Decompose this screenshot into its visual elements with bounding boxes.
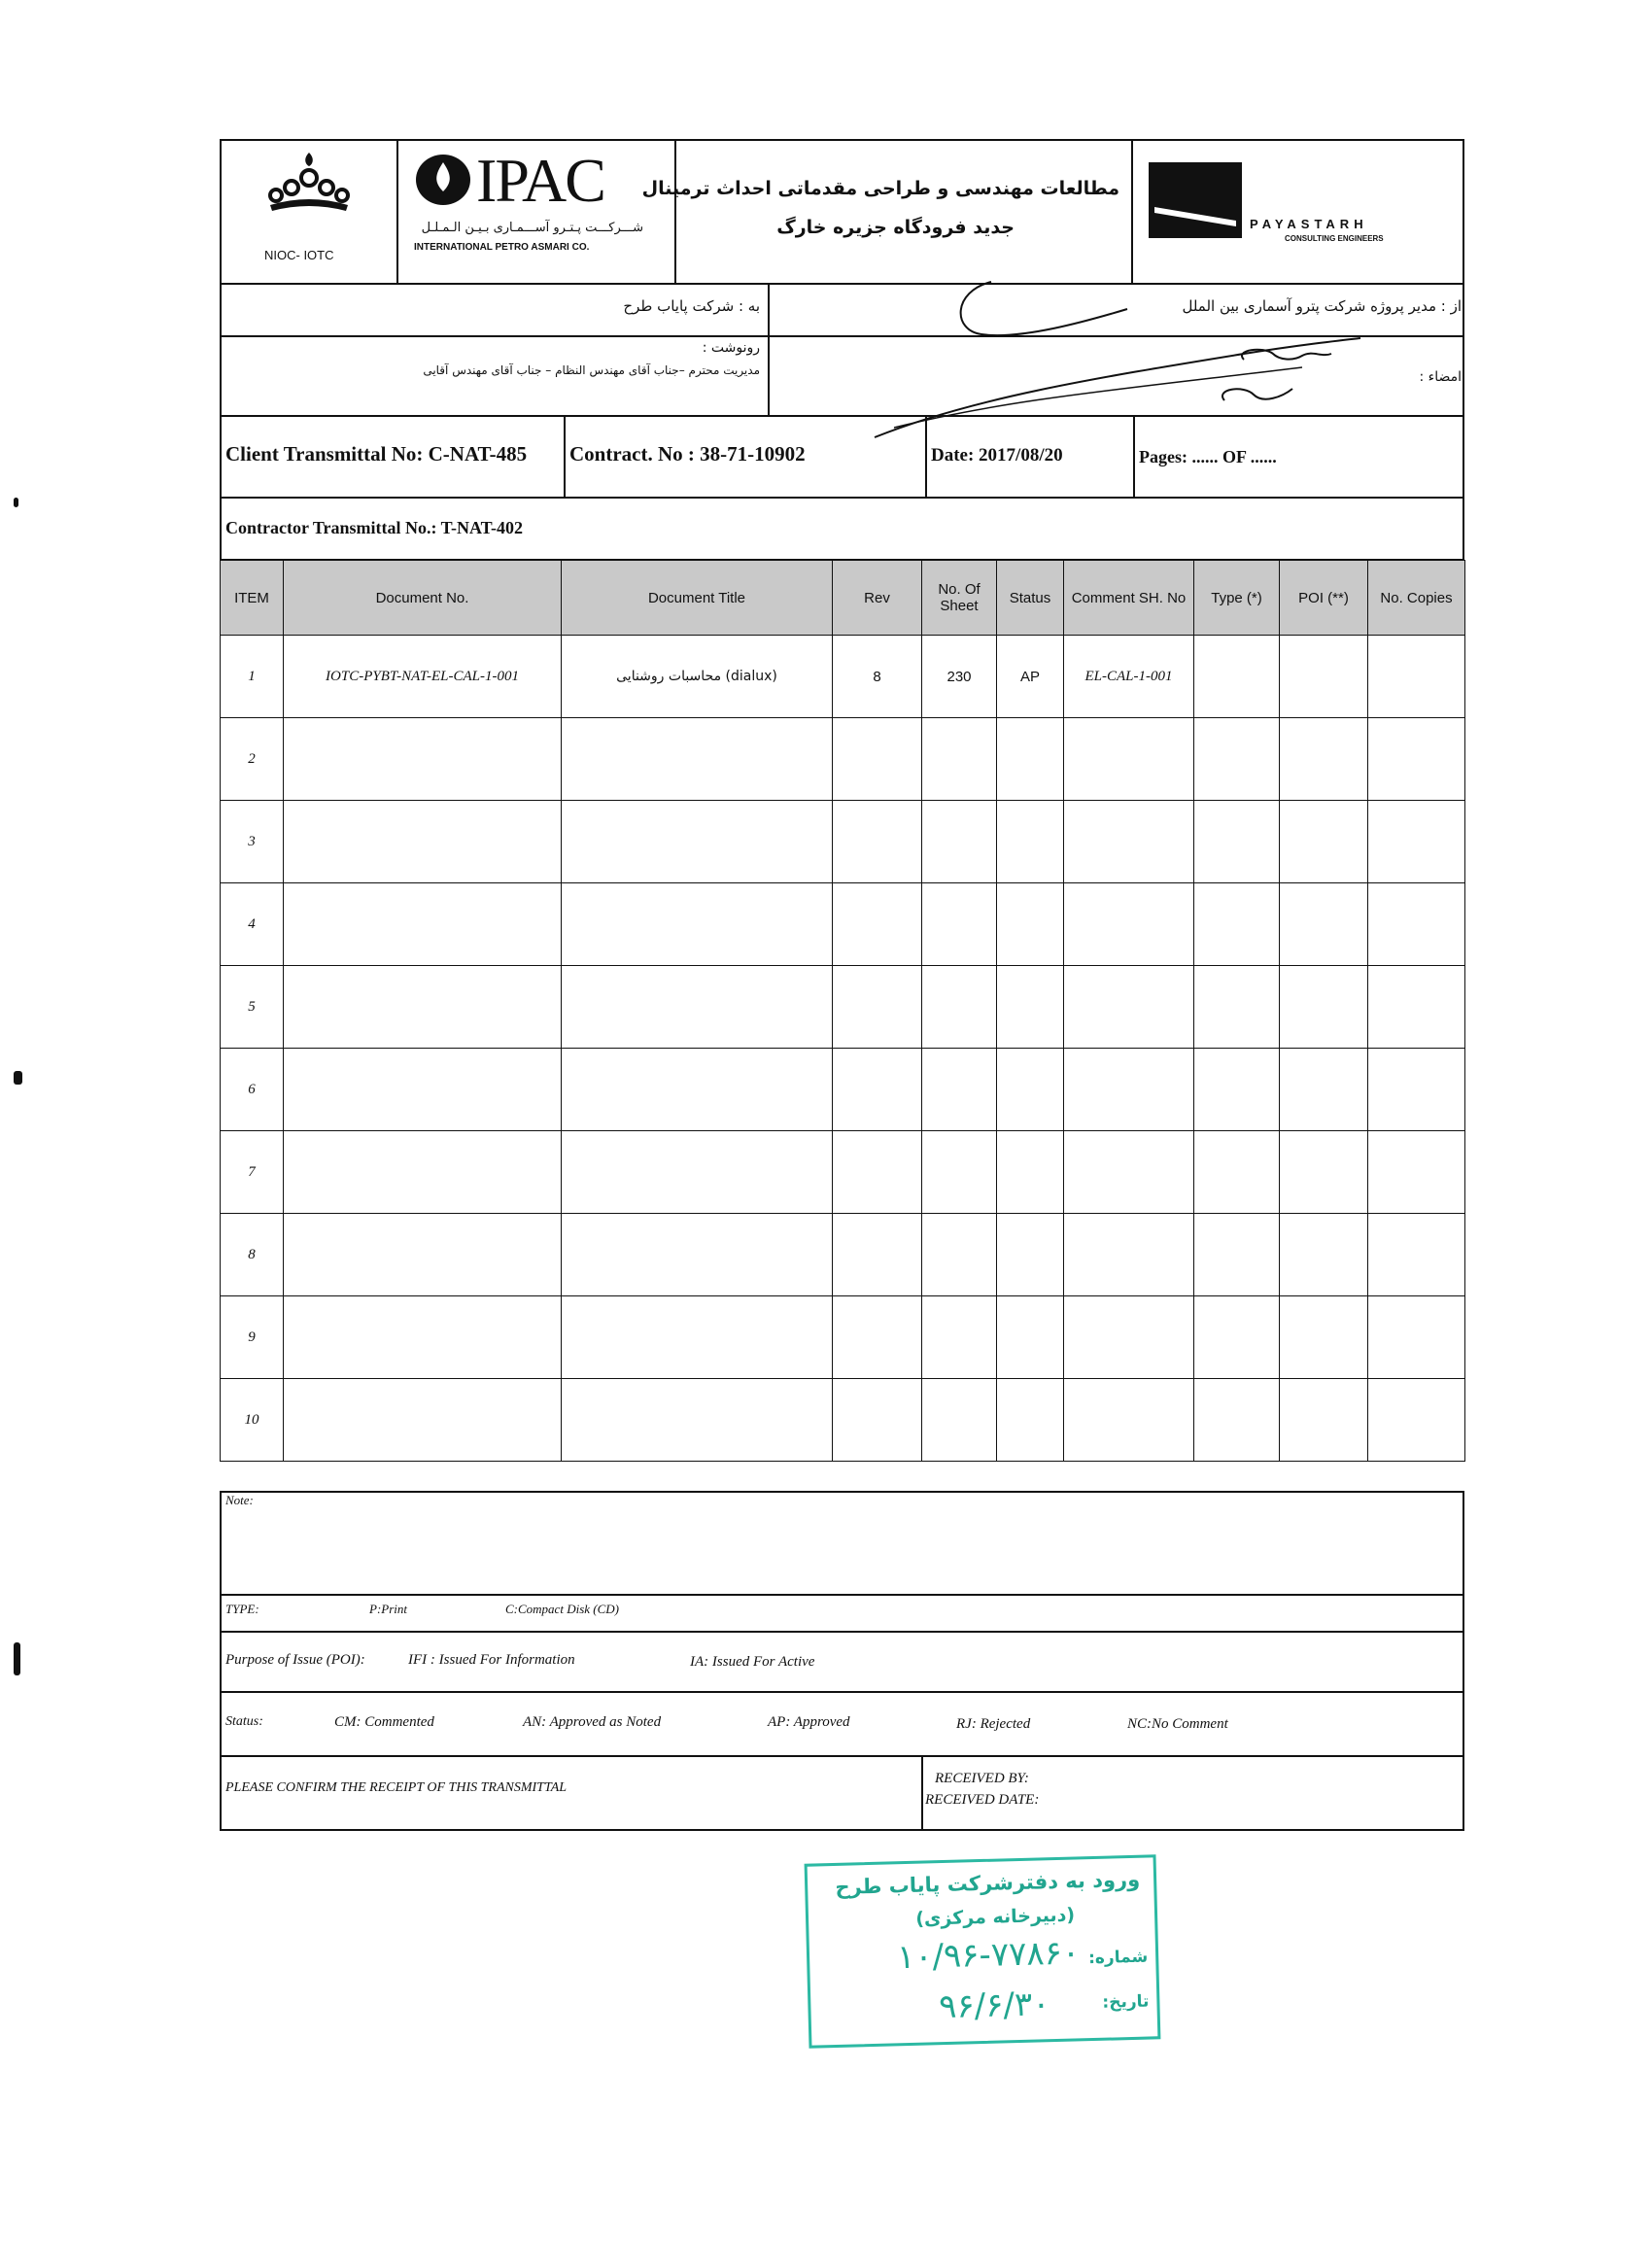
cell-doc-no	[284, 883, 562, 966]
scan-mark	[14, 498, 18, 507]
scan-mark	[14, 1071, 22, 1085]
nioc-label: NIOC- IOTC	[264, 248, 334, 262]
ipac-logo-cell	[398, 139, 676, 285]
notes-line-3	[220, 1691, 1464, 1693]
cell-doc-no	[284, 1296, 562, 1379]
scan-mark	[14, 1642, 20, 1675]
cell-item: 9	[221, 1296, 284, 1379]
cc-label: رونوشت :	[702, 340, 760, 356]
cell-type	[1194, 1214, 1280, 1296]
cell-doc-no	[284, 718, 562, 801]
cell-type	[1194, 1049, 1280, 1131]
received-date: RECEIVED DATE:	[925, 1792, 1040, 1808]
cell-status	[997, 801, 1064, 883]
cell-poi	[1280, 1131, 1368, 1214]
cell-item: 8	[221, 1214, 284, 1296]
cell-copies	[1368, 1379, 1465, 1462]
payastarh-name: PAYASTARH	[1250, 217, 1368, 231]
header-document-no: Document No.	[284, 561, 562, 636]
header-type: Type (*)	[1194, 561, 1280, 636]
contractor-transmittal: Contractor Transmittal No.: T-NAT-402	[225, 518, 523, 537]
notes-line-2	[220, 1631, 1464, 1633]
cell-item: 4	[221, 883, 284, 966]
stamp-number-label: شماره:	[1087, 1947, 1149, 1969]
from-field: از : مدیر پروژه شرکت پترو آسماری بین الملل	[1182, 297, 1462, 315]
cell-comment	[1064, 801, 1194, 883]
cell-title	[562, 1379, 833, 1462]
cell-type	[1194, 636, 1280, 718]
info-divider-1	[564, 417, 566, 499]
cell-poi	[1280, 1214, 1368, 1296]
cell-doc-no: IOTC-PYBT-NAT-EL-CAL-1-001	[284, 636, 562, 718]
cell-title	[562, 801, 833, 883]
cell-type	[1194, 1296, 1280, 1379]
table-row	[221, 1214, 1465, 1296]
cell-rev	[833, 1214, 922, 1296]
stamp-date-label: تاریخ:	[1102, 1991, 1150, 2013]
ipac-logo-text: IPAC	[476, 146, 604, 215]
cc-value: مدیریت محترم –جناب آقای مهندس النظام – جناب آقای مهندس آقایی	[423, 363, 760, 377]
nioc-logo-cell	[220, 139, 398, 285]
cell-poi	[1280, 1379, 1368, 1462]
cell-status	[997, 1131, 1064, 1214]
cell-rev	[833, 883, 922, 966]
cell-status: AP	[997, 636, 1064, 718]
cell-copies	[1368, 1131, 1465, 1214]
cell-copies	[1368, 718, 1465, 801]
cell-item: 7	[221, 1131, 284, 1214]
cell-sheets	[922, 1379, 997, 1462]
poi-ia: IA: Issued For Active	[690, 1654, 815, 1670]
notes-line-1	[220, 1594, 1464, 1596]
cell-copies	[1368, 801, 1465, 883]
cell-poi	[1280, 718, 1368, 801]
table-row	[221, 966, 1465, 1049]
stamp-line1: ورود به دفترشرکت پایاب طرح	[835, 1867, 1141, 1899]
cell-sheets	[922, 1131, 997, 1214]
cell-comment	[1064, 1214, 1194, 1296]
table-row	[221, 636, 1465, 718]
signature-label: امضاء :	[1419, 369, 1462, 385]
cell-title	[562, 883, 833, 966]
cell-sheets	[922, 718, 997, 801]
cell-sheets	[922, 801, 997, 883]
cell-rev	[833, 718, 922, 801]
cell-rev: 8	[833, 636, 922, 718]
cell-comment	[1064, 883, 1194, 966]
cell-doc-no	[284, 1049, 562, 1131]
cell-status	[997, 1379, 1064, 1462]
project-title-line2: جدید فرودگاه جزیره خارگ	[776, 217, 1015, 238]
table-header-row	[221, 561, 1465, 636]
cell-title	[562, 1049, 833, 1131]
cell-rev	[833, 1131, 922, 1214]
cell-title	[562, 718, 833, 801]
cell-comment	[1064, 718, 1194, 801]
cell-status	[997, 1214, 1064, 1296]
cell-rev	[833, 1379, 922, 1462]
header-item: ITEM	[221, 561, 284, 636]
header-sheets: No. Of Sheet	[922, 561, 997, 636]
cell-item: 1	[221, 636, 284, 718]
nioc-emblem-icon	[262, 149, 356, 217]
table-row	[221, 718, 1465, 801]
type-cd: C:Compact Disk (CD)	[505, 1602, 619, 1616]
cell-copies	[1368, 1049, 1465, 1131]
cell-copies	[1368, 883, 1465, 966]
cell-comment	[1064, 1049, 1194, 1131]
table-row	[221, 1131, 1465, 1214]
ipac-name-fa: شـــرکـــت پـتـرو آســـمـاری بـیـن الـمـلـل	[421, 221, 643, 235]
confirm-receipt: PLEASE CONFIRM THE RECEIPT OF THIS TRANSMITTAL	[225, 1780, 568, 1795]
note-label: Note:	[225, 1493, 254, 1507]
cell-sheets	[922, 1296, 997, 1379]
info-divider-3	[1133, 417, 1135, 499]
cell-status	[997, 718, 1064, 801]
ipac-name-en: INTERNATIONAL PETRO ASMARI CO.	[414, 242, 590, 253]
table-row	[221, 1379, 1465, 1462]
pages-count: Pages: ...... OF ......	[1139, 447, 1277, 466]
notes-line-4	[220, 1755, 1464, 1757]
cell-poi	[1280, 1049, 1368, 1131]
poi-label: Purpose of Issue (POI):	[225, 1652, 365, 1668]
cell-title	[562, 1131, 833, 1214]
cell-doc-no	[284, 1379, 562, 1462]
status-nc: NC:No Comment	[1127, 1716, 1228, 1732]
cell-copies	[1368, 1296, 1465, 1379]
cell-poi	[1280, 801, 1368, 883]
cell-item: 5	[221, 966, 284, 1049]
cell-rev	[833, 966, 922, 1049]
to-field: به : شرکت پایاب طرح	[623, 297, 760, 315]
table-row	[221, 1049, 1465, 1131]
to-from-divider	[768, 285, 770, 337]
status-cm: CM: Commented	[334, 1714, 434, 1730]
cell-comment	[1064, 966, 1194, 1049]
receipt-divider	[921, 1755, 923, 1831]
cell-type	[1194, 801, 1280, 883]
document-table	[220, 560, 1465, 1462]
cell-rev	[833, 801, 922, 883]
cell-comment: EL-CAL-1-001	[1064, 636, 1194, 718]
cell-item: 3	[221, 801, 284, 883]
cell-copies	[1368, 636, 1465, 718]
cell-title	[562, 966, 833, 1049]
table-row	[221, 1296, 1465, 1379]
ipac-drop-icon	[414, 153, 472, 207]
table-row	[221, 883, 1465, 966]
cell-type	[1194, 883, 1280, 966]
header-status: Status	[997, 561, 1064, 636]
cell-sheets	[922, 1049, 997, 1131]
cell-copies	[1368, 966, 1465, 1049]
stamp-number-value: ۱۰/۹۶-۷۷۸۶۰	[896, 1933, 1081, 1978]
cell-rev	[833, 1296, 922, 1379]
cell-comment	[1064, 1131, 1194, 1214]
cell-title: محاسبات روشنایی (dialux)	[562, 636, 833, 718]
status-an: AN: Approved as Noted	[523, 1714, 662, 1730]
cell-doc-no	[284, 1131, 562, 1214]
registry-stamp	[805, 1854, 1161, 2048]
cell-poi	[1280, 636, 1368, 718]
cell-type	[1194, 966, 1280, 1049]
cell-poi	[1280, 966, 1368, 1049]
cell-poi	[1280, 1296, 1368, 1379]
cell-title	[562, 1296, 833, 1379]
cell-doc-no	[284, 801, 562, 883]
cell-rev	[833, 1049, 922, 1131]
stamp-line2: (دبیرخانه مرکزی)	[915, 1904, 1076, 1930]
type-label: TYPE:	[225, 1602, 259, 1616]
header-copies: No. Copies	[1368, 561, 1465, 636]
info-divider-2	[925, 417, 927, 499]
status-ap: AP: Approved	[768, 1714, 850, 1730]
header-rev: Rev	[833, 561, 922, 636]
client-transmittal: Client Transmittal No: C-NAT-485	[225, 442, 528, 466]
received-by: RECEIVED BY:	[935, 1771, 1029, 1786]
stamp-date-value: ۹۶/۶/۳۰	[938, 1984, 1050, 2027]
cell-type	[1194, 1379, 1280, 1462]
project-title-line1: مطالعات مهندسی و طراحی مقدماتی احداث ترمینال	[641, 178, 1119, 199]
payastarh-logo-icon	[1149, 162, 1242, 238]
cell-sheets	[922, 883, 997, 966]
cell-sheets	[922, 966, 997, 1049]
cell-doc-no	[284, 966, 562, 1049]
cell-copies	[1368, 1214, 1465, 1296]
cell-item: 10	[221, 1379, 284, 1462]
status-label: Status:	[225, 1714, 263, 1729]
cell-type	[1194, 1131, 1280, 1214]
cell-status	[997, 1296, 1064, 1379]
cell-title	[562, 1214, 833, 1296]
header-document-title: Document Title	[562, 561, 833, 636]
cell-sheets: 230	[922, 636, 997, 718]
header-poi: POI (**)	[1280, 561, 1368, 636]
cell-poi	[1280, 883, 1368, 966]
status-rj: RJ: Rejected	[956, 1716, 1031, 1732]
contract-no: Contract. No : 38-71-10902	[569, 442, 806, 466]
cell-item: 6	[221, 1049, 284, 1131]
cell-status	[997, 966, 1064, 1049]
type-print: P:Print	[369, 1602, 407, 1616]
transmittal-date: Date: 2017/08/20	[931, 445, 1063, 466]
cell-comment	[1064, 1379, 1194, 1462]
cell-status	[997, 1049, 1064, 1131]
payastarh-sub: CONSULTING ENGINEERS	[1285, 234, 1384, 243]
cell-status	[997, 883, 1064, 966]
cell-comment	[1064, 1296, 1194, 1379]
cell-doc-no	[284, 1214, 562, 1296]
cell-sheets	[922, 1214, 997, 1296]
cc-divider	[768, 337, 770, 417]
cell-item: 2	[221, 718, 284, 801]
table-row	[221, 801, 1465, 883]
header-comment: Comment SH. No	[1064, 561, 1194, 636]
cell-type	[1194, 718, 1280, 801]
poi-ifi: IFI : Issued For Information	[408, 1652, 575, 1668]
